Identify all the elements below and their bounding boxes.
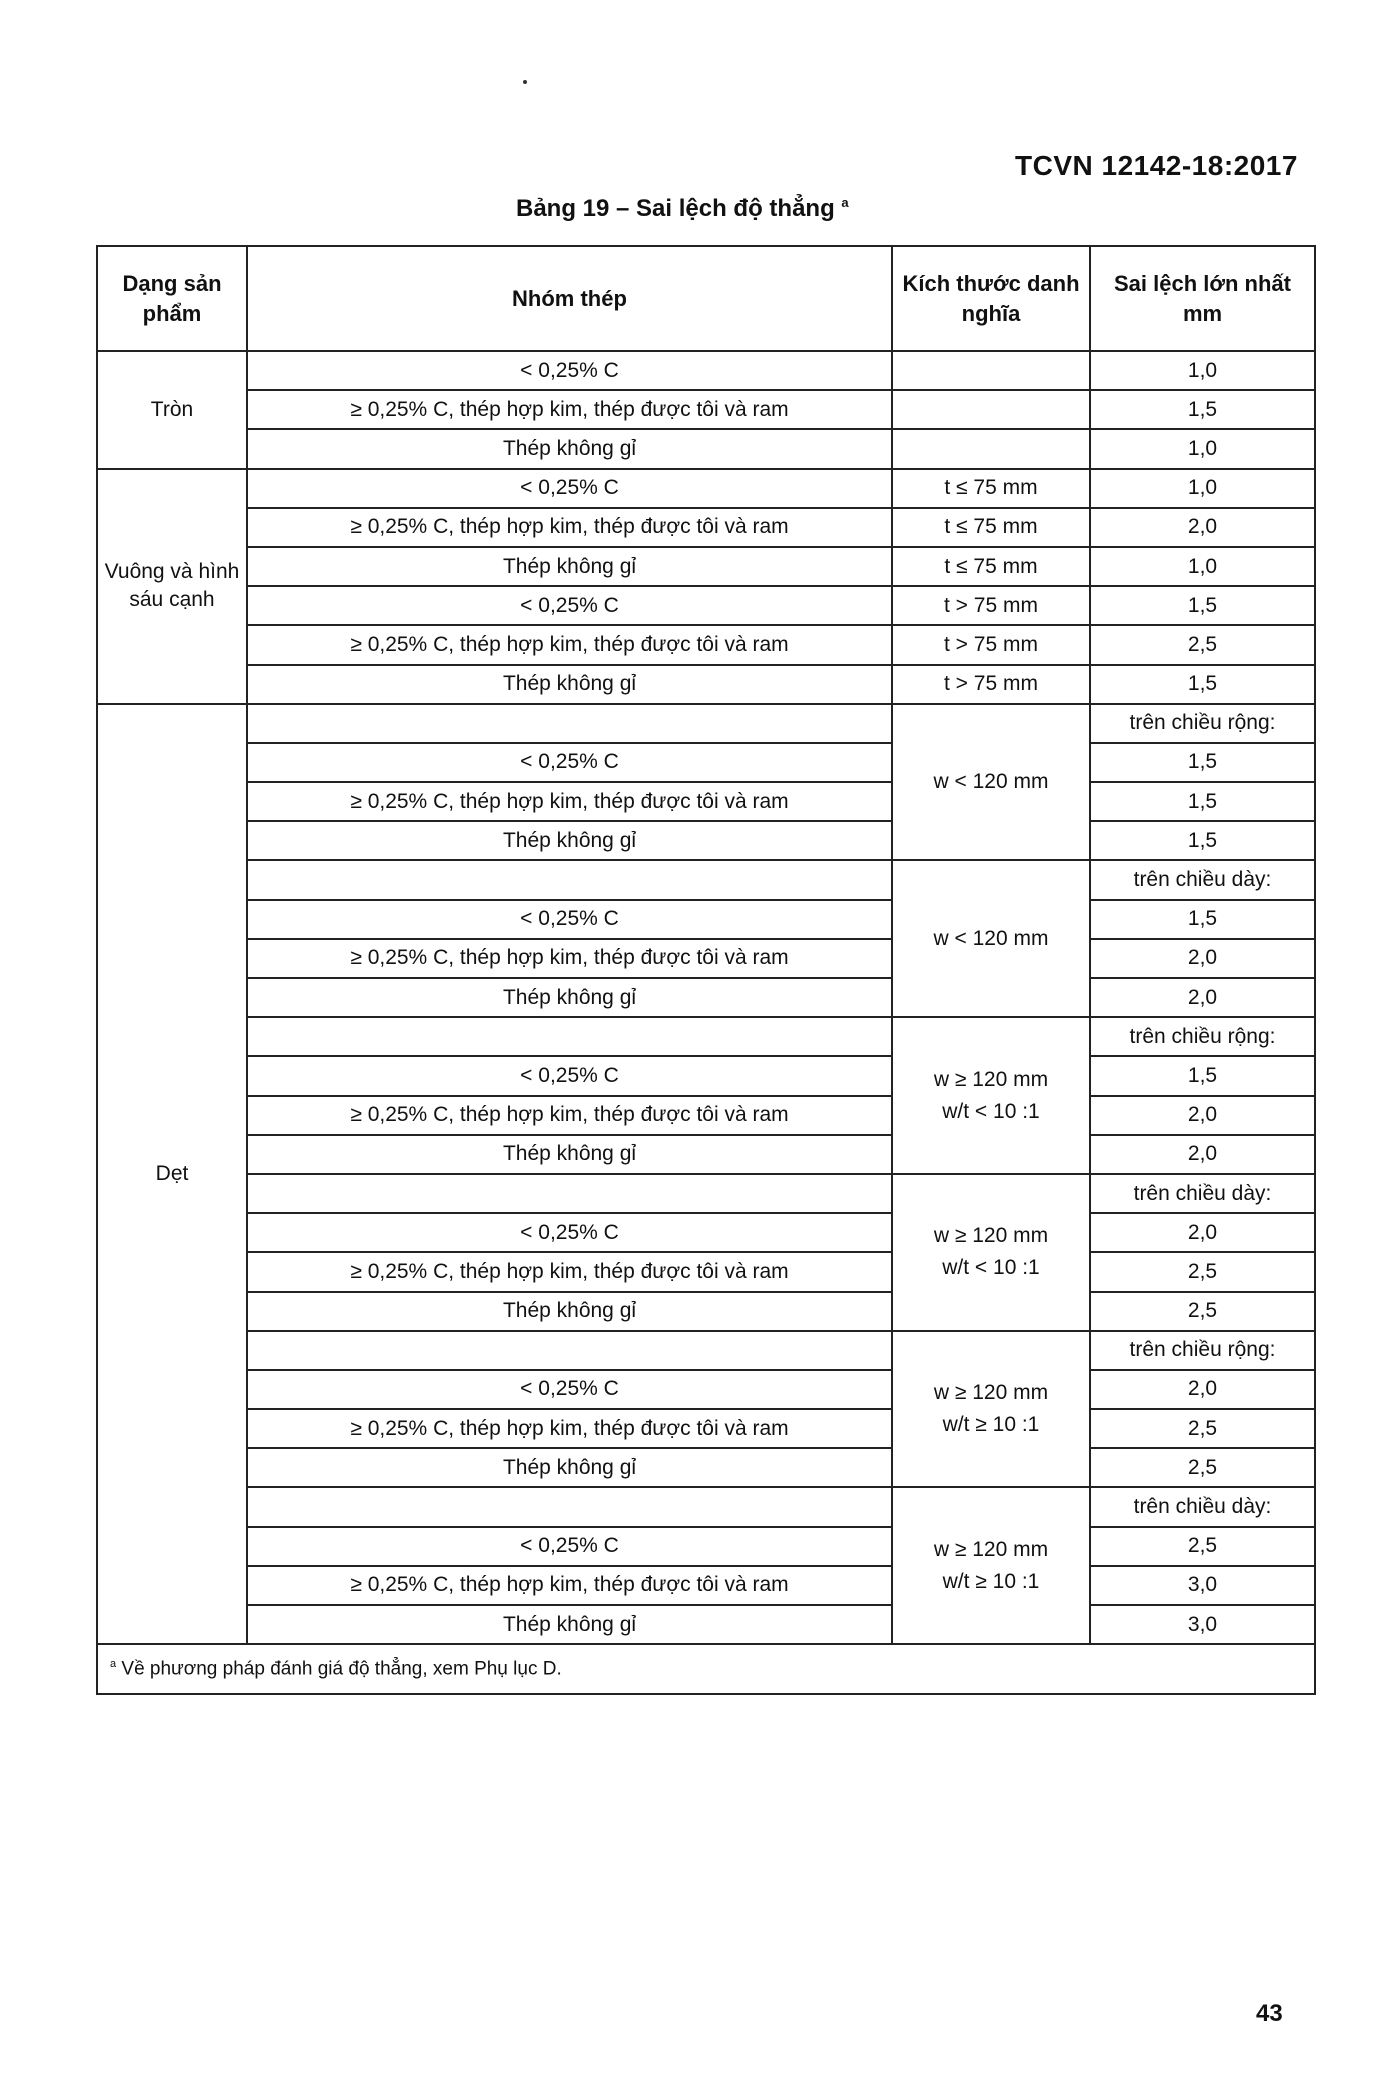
size-cell (892, 1174, 1090, 1331)
table-row (97, 1605, 1315, 1644)
table-row (97, 586, 1315, 625)
table-row (97, 1331, 1315, 1370)
steel-group-cell: < 0,25% C (247, 351, 892, 390)
size-cell (892, 351, 1090, 390)
direction-label: trên chiều dày: (1090, 1487, 1315, 1526)
deviation-cell: 1,5 (1090, 586, 1315, 625)
steel-group-cell: < 0,25% C (247, 1527, 892, 1566)
steel-group-cell: ≥ 0,25% C, thép hợp kim, thép được tôi và ram (247, 390, 892, 429)
deviation-cell: 2,0 (1090, 508, 1315, 547)
deviation-cell: 2,5 (1090, 1448, 1315, 1487)
table-row (97, 1017, 1315, 1056)
deviation-cell: 2,0 (1090, 939, 1315, 978)
table-row (97, 1252, 1315, 1291)
product-round: Tròn (97, 351, 247, 469)
steel-group-cell: Thép không gỉ (247, 1605, 892, 1644)
standard-code: TCVN 12142-18:2017 (1015, 150, 1298, 181)
deviation-cell: 1,5 (1090, 665, 1315, 704)
size-line: w ≥ 120 mm (933, 1067, 1049, 1091)
table-row (97, 939, 1315, 978)
footnote-row (97, 1644, 1315, 1694)
direction-label: trên chiều dày: (1090, 1174, 1315, 1213)
deviation-cell: 1,5 (1090, 1056, 1315, 1095)
table-title-text: Bảng 19 – Sai lệch độ thẳng (516, 195, 835, 222)
product-square-hex: Vuông và hình sáu cạnh (97, 469, 247, 704)
size-cell: t > 75 mm (892, 625, 1090, 664)
header-steel-group: Nhóm thép (247, 246, 892, 351)
table-row (97, 1566, 1315, 1605)
size-cell (892, 1331, 1090, 1488)
deviation-cell: 2,0 (1090, 1213, 1315, 1252)
steel-group-cell (247, 704, 892, 743)
size-cell (892, 390, 1090, 429)
steel-group-cell: Thép không gỉ (247, 665, 892, 704)
table-row (97, 1056, 1315, 1095)
steel-group-cell: < 0,25% C (247, 1213, 892, 1252)
page-number: 43 (1256, 2000, 1283, 2027)
deviation-cell: 2,5 (1090, 1292, 1315, 1331)
deviation-cell: 2,5 (1090, 1527, 1315, 1566)
steel-group-cell: Thép không gỉ (247, 1448, 892, 1487)
steel-group-cell: ≥ 0,25% C, thép hợp kim, thép được tôi và ram (247, 1096, 892, 1135)
deviation-cell: 1,5 (1090, 900, 1315, 939)
direction-label: trên chiều rộng: (1090, 1331, 1315, 1370)
footnote (97, 1644, 1315, 1694)
steel-group-cell: ≥ 0,25% C, thép hợp kim, thép được tôi và ram (247, 782, 892, 821)
footnote-mark: a (110, 1658, 117, 1671)
table-title-mark: a (841, 195, 849, 210)
table-row (97, 351, 1315, 390)
table-row (97, 1096, 1315, 1135)
deviation-cell: 2,0 (1090, 1135, 1315, 1174)
steel-group-cell: < 0,25% C (247, 1056, 892, 1095)
table-row (97, 743, 1315, 782)
straightness-table (96, 245, 1316, 1695)
steel-group-cell: < 0,25% C (247, 1370, 892, 1409)
size-line: w < 120 mm (933, 926, 1049, 950)
size-line: w < 120 mm (933, 770, 1049, 794)
deviation-cell: 2,0 (1090, 1096, 1315, 1135)
size-cell (892, 1017, 1090, 1174)
table-row (97, 665, 1315, 704)
steel-group-cell: ≥ 0,25% C, thép hợp kim, thép được tôi và ram (247, 625, 892, 664)
steel-group-cell: Thép không gỉ (247, 429, 892, 468)
table-row (97, 821, 1315, 860)
deviation-cell: 3,0 (1090, 1566, 1315, 1605)
size-cell: t > 75 mm (892, 586, 1090, 625)
table-row (97, 782, 1315, 821)
size-cell: t ≤ 75 mm (892, 508, 1090, 547)
size-cell (892, 1487, 1090, 1644)
table-row (97, 429, 1315, 468)
steel-group-cell: Thép không gỉ (247, 821, 892, 860)
table-title (516, 195, 849, 223)
steel-group-cell: < 0,25% C (247, 469, 892, 508)
deviation-cell: 1,0 (1090, 469, 1315, 508)
table-row (97, 704, 1315, 743)
deviation-cell: 1,0 (1090, 429, 1315, 468)
direction-label: trên chiều rộng: (1090, 1017, 1315, 1056)
size-line: w ≥ 120 mm (933, 1381, 1049, 1405)
table-row (97, 1370, 1315, 1409)
steel-group-cell: ≥ 0,25% C, thép hợp kim, thép được tôi và ram (247, 1409, 892, 1448)
deviation-cell: 1,5 (1090, 390, 1315, 429)
deviation-cell: 1,5 (1090, 782, 1315, 821)
footnote-text: Về phương pháp đánh giá độ thẳng, xem Phụ lục D. (121, 1658, 562, 1680)
size-line: w ≥ 120 mm (933, 1224, 1049, 1248)
header-product-form: Dạng sản phẩm (97, 246, 247, 351)
steel-group-cell (247, 1174, 892, 1213)
steel-group-cell: ≥ 0,25% C, thép hợp kim, thép được tôi và ram (247, 508, 892, 547)
size-cell: t > 75 mm (892, 665, 1090, 704)
table-row (97, 625, 1315, 664)
steel-group-cell (247, 1017, 892, 1056)
table-row (97, 1448, 1315, 1487)
header-max-deviation: Sai lệch lớn nhất mm (1090, 246, 1315, 351)
steel-group-cell: Thép không gỉ (247, 1135, 892, 1174)
size-cell (892, 429, 1090, 468)
steel-group-cell: < 0,25% C (247, 900, 892, 939)
table-row (97, 469, 1315, 508)
size-line: w/t ≥ 10 :1 (942, 1569, 1040, 1593)
table-row (97, 1487, 1315, 1526)
direction-label: trên chiều dày: (1090, 860, 1315, 899)
size-line: w/t < 10 :1 (942, 1099, 1040, 1123)
deviation-cell: 1,5 (1090, 821, 1315, 860)
product-flat: Dẹt (97, 704, 247, 1645)
size-cell: t ≤ 75 mm (892, 469, 1090, 508)
header-nominal-size: Kích thước danh nghĩa (892, 246, 1090, 351)
deviation-cell: 2,5 (1090, 1252, 1315, 1291)
steel-group-cell: ≥ 0,25% C, thép hợp kim, thép được tôi và ram (247, 939, 892, 978)
scan-dot (523, 80, 527, 84)
table-row (97, 1213, 1315, 1252)
deviation-cell: 2,0 (1090, 978, 1315, 1017)
deviation-cell: 1,5 (1090, 743, 1315, 782)
table-row (97, 547, 1315, 586)
steel-group-cell: < 0,25% C (247, 743, 892, 782)
steel-group-cell: Thép không gỉ (247, 547, 892, 586)
table-row (97, 900, 1315, 939)
table-row (97, 1527, 1315, 1566)
steel-group-cell (247, 860, 892, 899)
steel-group-cell (247, 1487, 892, 1526)
direction-label: trên chiều rộng: (1090, 704, 1315, 743)
table-row (97, 508, 1315, 547)
size-line: w ≥ 120 mm (933, 1537, 1049, 1561)
steel-group-cell: < 0,25% C (247, 586, 892, 625)
deviation-cell: 2,5 (1090, 1409, 1315, 1448)
size-line: w/t < 10 :1 (942, 1256, 1040, 1280)
size-cell (892, 704, 1090, 861)
table-row (97, 1292, 1315, 1331)
table-row (97, 390, 1315, 429)
size-cell: t ≤ 75 mm (892, 547, 1090, 586)
deviation-cell: 1,0 (1090, 547, 1315, 586)
deviation-cell: 2,0 (1090, 1370, 1315, 1409)
table-row (97, 1135, 1315, 1174)
table-row (97, 860, 1315, 899)
steel-group-cell: ≥ 0,25% C, thép hợp kim, thép được tôi và ram (247, 1566, 892, 1605)
table-row (97, 978, 1315, 1017)
size-cell (892, 860, 1090, 1017)
steel-group-cell: ≥ 0,25% C, thép hợp kim, thép được tôi và ram (247, 1252, 892, 1291)
table-row (97, 1409, 1315, 1448)
deviation-cell: 3,0 (1090, 1605, 1315, 1644)
deviation-cell: 2,5 (1090, 625, 1315, 664)
steel-group-cell (247, 1331, 892, 1370)
table-row (97, 1174, 1315, 1213)
deviation-cell: 1,0 (1090, 351, 1315, 390)
steel-group-cell: Thép không gỉ (247, 1292, 892, 1331)
size-line: w/t ≥ 10 :1 (942, 1413, 1040, 1437)
steel-group-cell: Thép không gỉ (247, 978, 892, 1017)
